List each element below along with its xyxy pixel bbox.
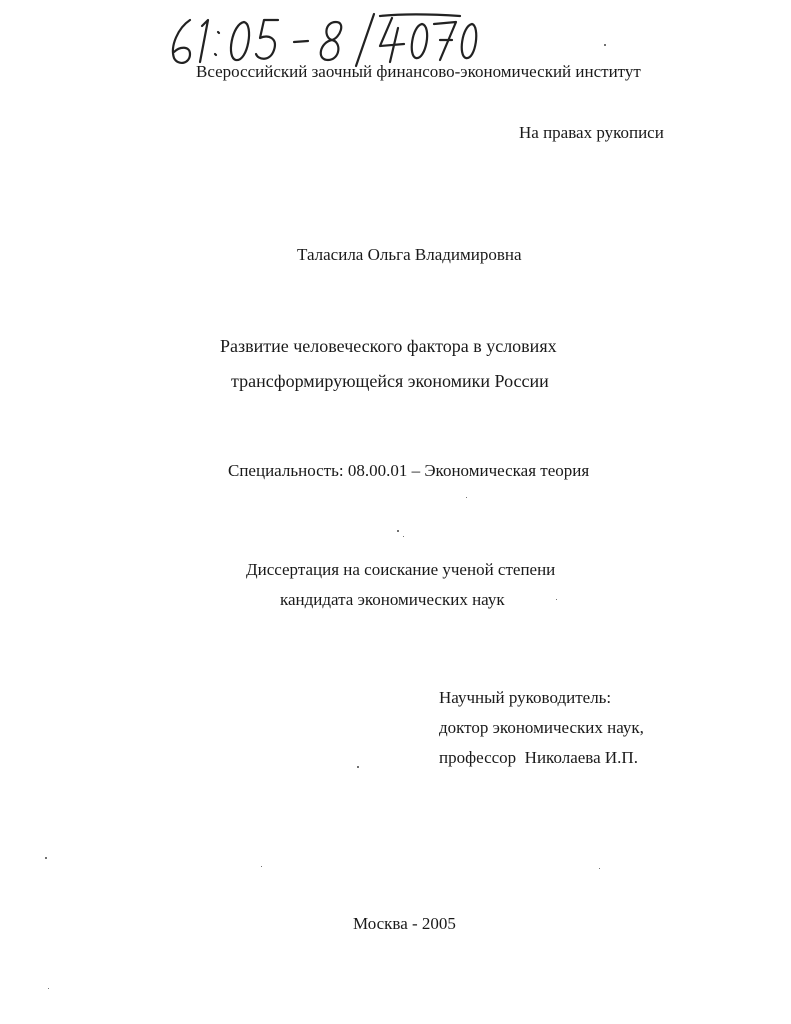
institution-name: Всероссийский заочный финансово-экономический институт: [196, 62, 641, 81]
scan-speck: [261, 866, 262, 867]
scan-speck: [357, 766, 359, 768]
specialty-line: Специальность: 08.00.01 – Экономическая теория: [228, 461, 590, 480]
supervisor-label: Научный руководитель:: [439, 688, 612, 707]
dissertation-purpose-line-2: кандидата экономических наук: [280, 590, 505, 609]
handwritten-archive-number: [160, 8, 480, 68]
scan-speck: [604, 44, 606, 46]
dissertation-purpose-line-1: Диссертация на соискание ученой степени: [246, 560, 556, 579]
scan-speck: [45, 857, 47, 859]
scan-speck: [466, 497, 467, 498]
scan-speck: [599, 868, 600, 869]
dissertation-title-line-1: Развитие человеческого фактора в условиях: [220, 336, 557, 356]
supervisor-degree: доктор экономических наук,: [439, 718, 644, 737]
scan-speck: [403, 536, 404, 537]
place-and-year: Москва - 2005: [353, 914, 456, 933]
author-name: Таласила Ольга Владимировна: [297, 245, 522, 264]
scan-speck: [48, 988, 49, 989]
manuscript-rights-note: На правах рукописи: [519, 123, 664, 142]
scan-speck: [556, 599, 557, 600]
supervisor-name: профессор Николаева И.П.: [439, 748, 638, 767]
dissertation-title-line-2: трансформирующейся экономики России: [231, 371, 549, 391]
scan-speck: [397, 530, 399, 532]
